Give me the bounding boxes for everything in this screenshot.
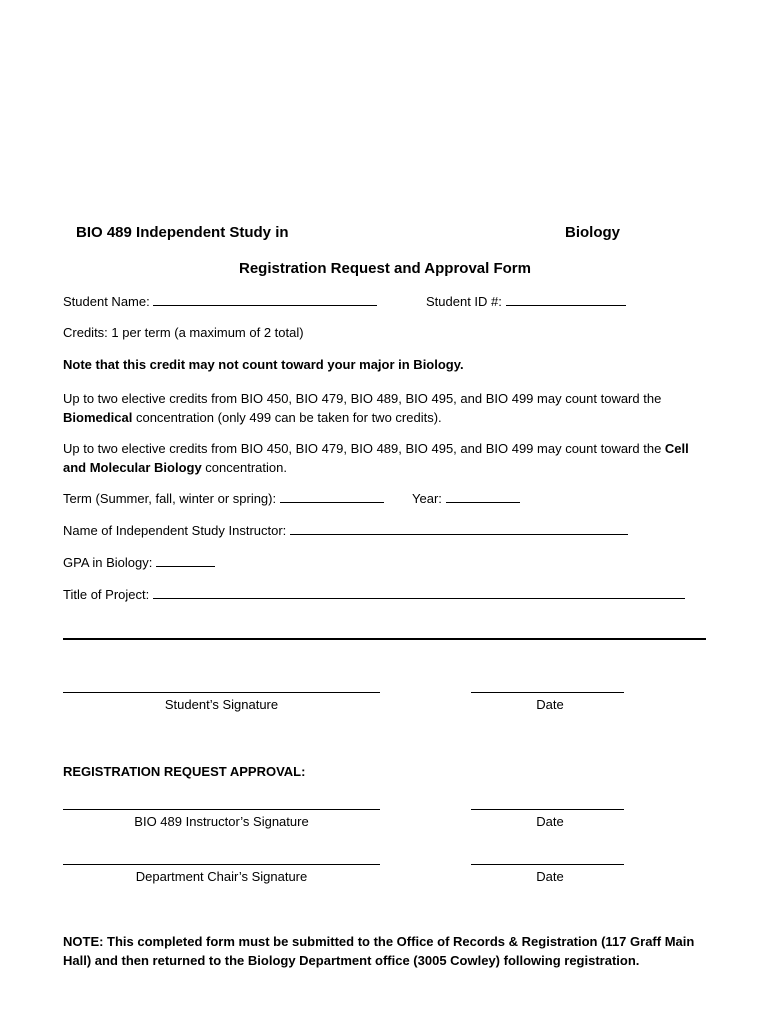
section-divider (63, 638, 706, 640)
biomedical-paragraph (63, 389, 703, 427)
chair-signature-line[interactable] (63, 864, 380, 865)
student-id-field[interactable] (506, 293, 626, 306)
cmb-concentration: Cell and Molecular Biology (63, 441, 689, 475)
form-title-subject: Biology (565, 224, 620, 241)
student-name-row (63, 293, 377, 309)
chair-date-line[interactable] (471, 864, 624, 865)
student-date-line[interactable] (471, 692, 624, 693)
year-field[interactable] (446, 490, 520, 503)
instructor-label: Name of Independent Study Instructor: (63, 523, 287, 538)
paragraph-text: Up to two elective credits from BIO 450, BIO 479, BIO 489, BIO 495, and BIO 499 may count toward the (63, 441, 665, 456)
gpa-label: GPA in Biology: (63, 555, 153, 570)
project-title-field[interactable] (153, 586, 685, 599)
student-signature-caption: Student’s Signature (164, 697, 279, 712)
student-name-label: Student Name: (63, 294, 150, 309)
project-label: Title of Project: (63, 587, 150, 602)
year-label: Year: (412, 491, 442, 506)
submission-note: NOTE: This completed form must be submitted to the Office of Records & Registration (117 Graff Main Hall) and then returned to the Biology Department office (3005 Cowley) following registration. (63, 934, 695, 968)
credits-text: Credits: 1 per term (a maximum of 2 total) (63, 325, 304, 340)
instructor-signature-caption: BIO 489 Instructor’s Signature (134, 814, 309, 829)
student-signature-line[interactable] (63, 692, 380, 693)
biomedical-concentration: Biomedical (63, 410, 133, 425)
paragraph-text: Up to two elective credits from BIO 450, BIO 479, BIO 489, BIO 495, and BIO 499 may count toward the (63, 391, 662, 406)
instructor-row (63, 522, 628, 538)
instructor-date-caption: Date (536, 814, 564, 829)
instructor-signature-line[interactable] (63, 809, 380, 810)
student-id-label: Student ID #: (426, 294, 502, 309)
gpa-row (63, 554, 215, 570)
major-note: Note that this credit may not count toward your major in Biology. (63, 357, 464, 372)
instructor-date-line[interactable] (471, 809, 624, 810)
project-row (63, 586, 685, 602)
term-field[interactable] (280, 490, 384, 503)
year-row (412, 490, 520, 506)
term-row (63, 490, 384, 506)
chair-signature-caption: Department Chair’s Signature (135, 869, 308, 884)
student-name-field[interactable] (153, 293, 377, 306)
chair-date-caption: Date (536, 869, 564, 884)
form-title: BIO 489 Independent Study in (76, 224, 289, 241)
instructor-field[interactable] (290, 522, 628, 535)
form-subtitle: Registration Request and Approval Form (239, 260, 531, 277)
approval-heading: REGISTRATION REQUEST APPROVAL: (63, 764, 306, 779)
paragraph-text: concentration (only 499 can be taken for two credits). (132, 410, 442, 425)
student-date-caption: Date (536, 697, 564, 712)
gpa-field[interactable] (156, 554, 215, 567)
student-id-row (426, 293, 626, 309)
term-label: Term (Summer, fall, winter or spring): (63, 491, 277, 506)
cmb-paragraph (63, 439, 703, 477)
paragraph-text: concentration. (201, 460, 287, 475)
